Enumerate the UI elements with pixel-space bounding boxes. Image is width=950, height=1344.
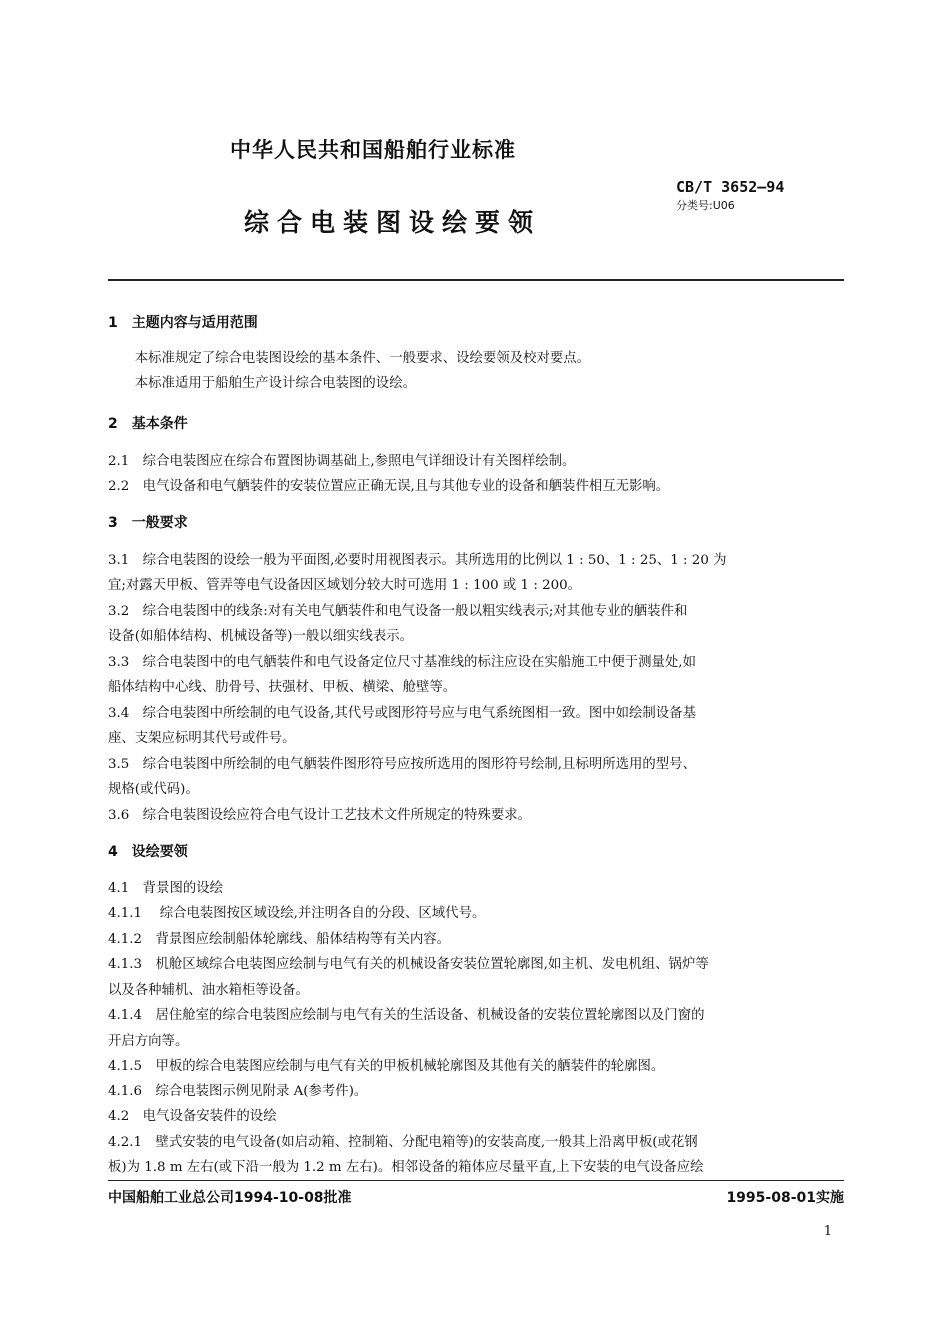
body-line: 3.1 综合电装图的设绘一般为平面图,必要时用视图表示。其所选用的比例以 1 : 50、1 : 25、1 : 20 为 [108,553,727,568]
body-line: 4.1.4 居住舱室的综合电装图应绘制与电气有关的生活设备、机械设备的安装位置轮廓图以及门窗的 [108,1008,705,1023]
body-line: 开启方向等。 [108,1034,189,1049]
body-line: 船体结构中心线、肋骨号、扶强材、甲板、横梁、舱壁等。 [108,680,457,695]
body-line: 本标准规定了综合电装图设绘的基本条件、一般要求、设绘要领及校对要点。 [108,351,591,366]
page-number: 1 [823,1224,832,1239]
body-line: 规格(或代码)。 [108,782,199,797]
body-line: 4.1.1 综合电装图按区域设绘,并注明各自的分段、区域代号。 [108,906,486,921]
body-line: 4.2 电气设备安装件的设绘 [108,1109,277,1124]
section-heading: 2 基本条件 [108,416,188,432]
section-heading: 3 一般要求 [108,515,188,531]
body-line: 以及各种辅机、油水箱柜等设备。 [108,983,309,998]
body-line: 4.1 背景图的设绘 [108,881,224,896]
body-line: 3.5 综合电装图中所绘制的电气舾装件图形符号应按所选用的图形符号绘制,且标明所选用的型号、 [108,757,696,772]
body-line: 设备(如船体结构、机械设备等)一般以细实线表示。 [108,629,414,644]
body-line: 2.2 电气设备和电气舾装件的安装位置应正确无误,且与其他专业的设备和舾装件相互无影响。 [108,479,670,494]
body-line: 3.2 综合电装图中的线条:对有关电气舾装件和电气设备一般以粗实线表示;对其他专业的舾装件和 [108,604,688,619]
standard-code: CB/T 3652—94 [676,178,785,196]
issuing-organization: 中华人民共和国船舶行业标准 [230,138,516,162]
body-line: 宜;对露天甲板、管弄等电气设备因区域划分较大时可选用 1 : 100 或 1 : 200。 [108,578,582,593]
section-heading: 4 设绘要领 [108,844,188,860]
body-line: 2.1 综合电装图应在综合布置图协调基础上,参照电气详细设计有关图样绘制。 [108,454,576,469]
body-line: 4.1.3 机舱区域综合电装图应绘制与电气有关的机械设备安装位置轮廓图,如主机、发电机组、锅炉等 [108,957,709,972]
section-heading: 1 主题内容与适用范围 [108,315,258,331]
body-line: 3.4 综合电装图中所绘制的电气设备,其代号或图形符号应与电气系统图相一致。图中如绘制设备基 [108,706,696,721]
body-line: 3.6 综合电装图设绘应符合电气设计工艺技术文件所规定的特殊要求。 [108,808,532,823]
body-line: 4.1.6 综合电装图示例见附录 A(参考件)。 [108,1084,368,1099]
classification-number: 分类号:U06 [676,199,735,212]
effective-date: 1995-08-01实施 [726,1190,844,1206]
document-title: 综合电装图设绘要领 [244,208,542,237]
body-line: 4.1.5 甲板的综合电装图应绘制与电气有关的甲板机械轮廓图及其他有关的舾装件的轮廓图。 [108,1059,665,1074]
body-line: 4.1.2 背景图应绘制船体轮廓线、船体结构等有关内容。 [108,932,451,947]
body-line: 板)为 1.8 m 左右(或下沿一般为 1.2 m 左右)。相邻设备的箱体应尽量平直,上下安装的电气设备应绘 [108,1160,704,1175]
header-rule [108,279,844,281]
body-line: 4.2.1 壁式安装的电气设备(如启动箱、控制箱、分配电箱等)的安装高度,一般其上沿离甲板(或花钢 [108,1135,698,1150]
body-line: 3.3 综合电装图中的电气舾装件和电气设备定位尺寸基准线的标注应设在实船施工中便于测量处,如 [108,655,696,670]
body-line: 本标准适用于船舶生产设计综合电装图的设绘。 [108,376,416,391]
body-line: 座、支架应标明其代号或件号。 [108,731,296,746]
approval-date: 中国船舶工业总公司1994-10-08批准 [108,1190,352,1206]
footer-rule [108,1180,844,1181]
